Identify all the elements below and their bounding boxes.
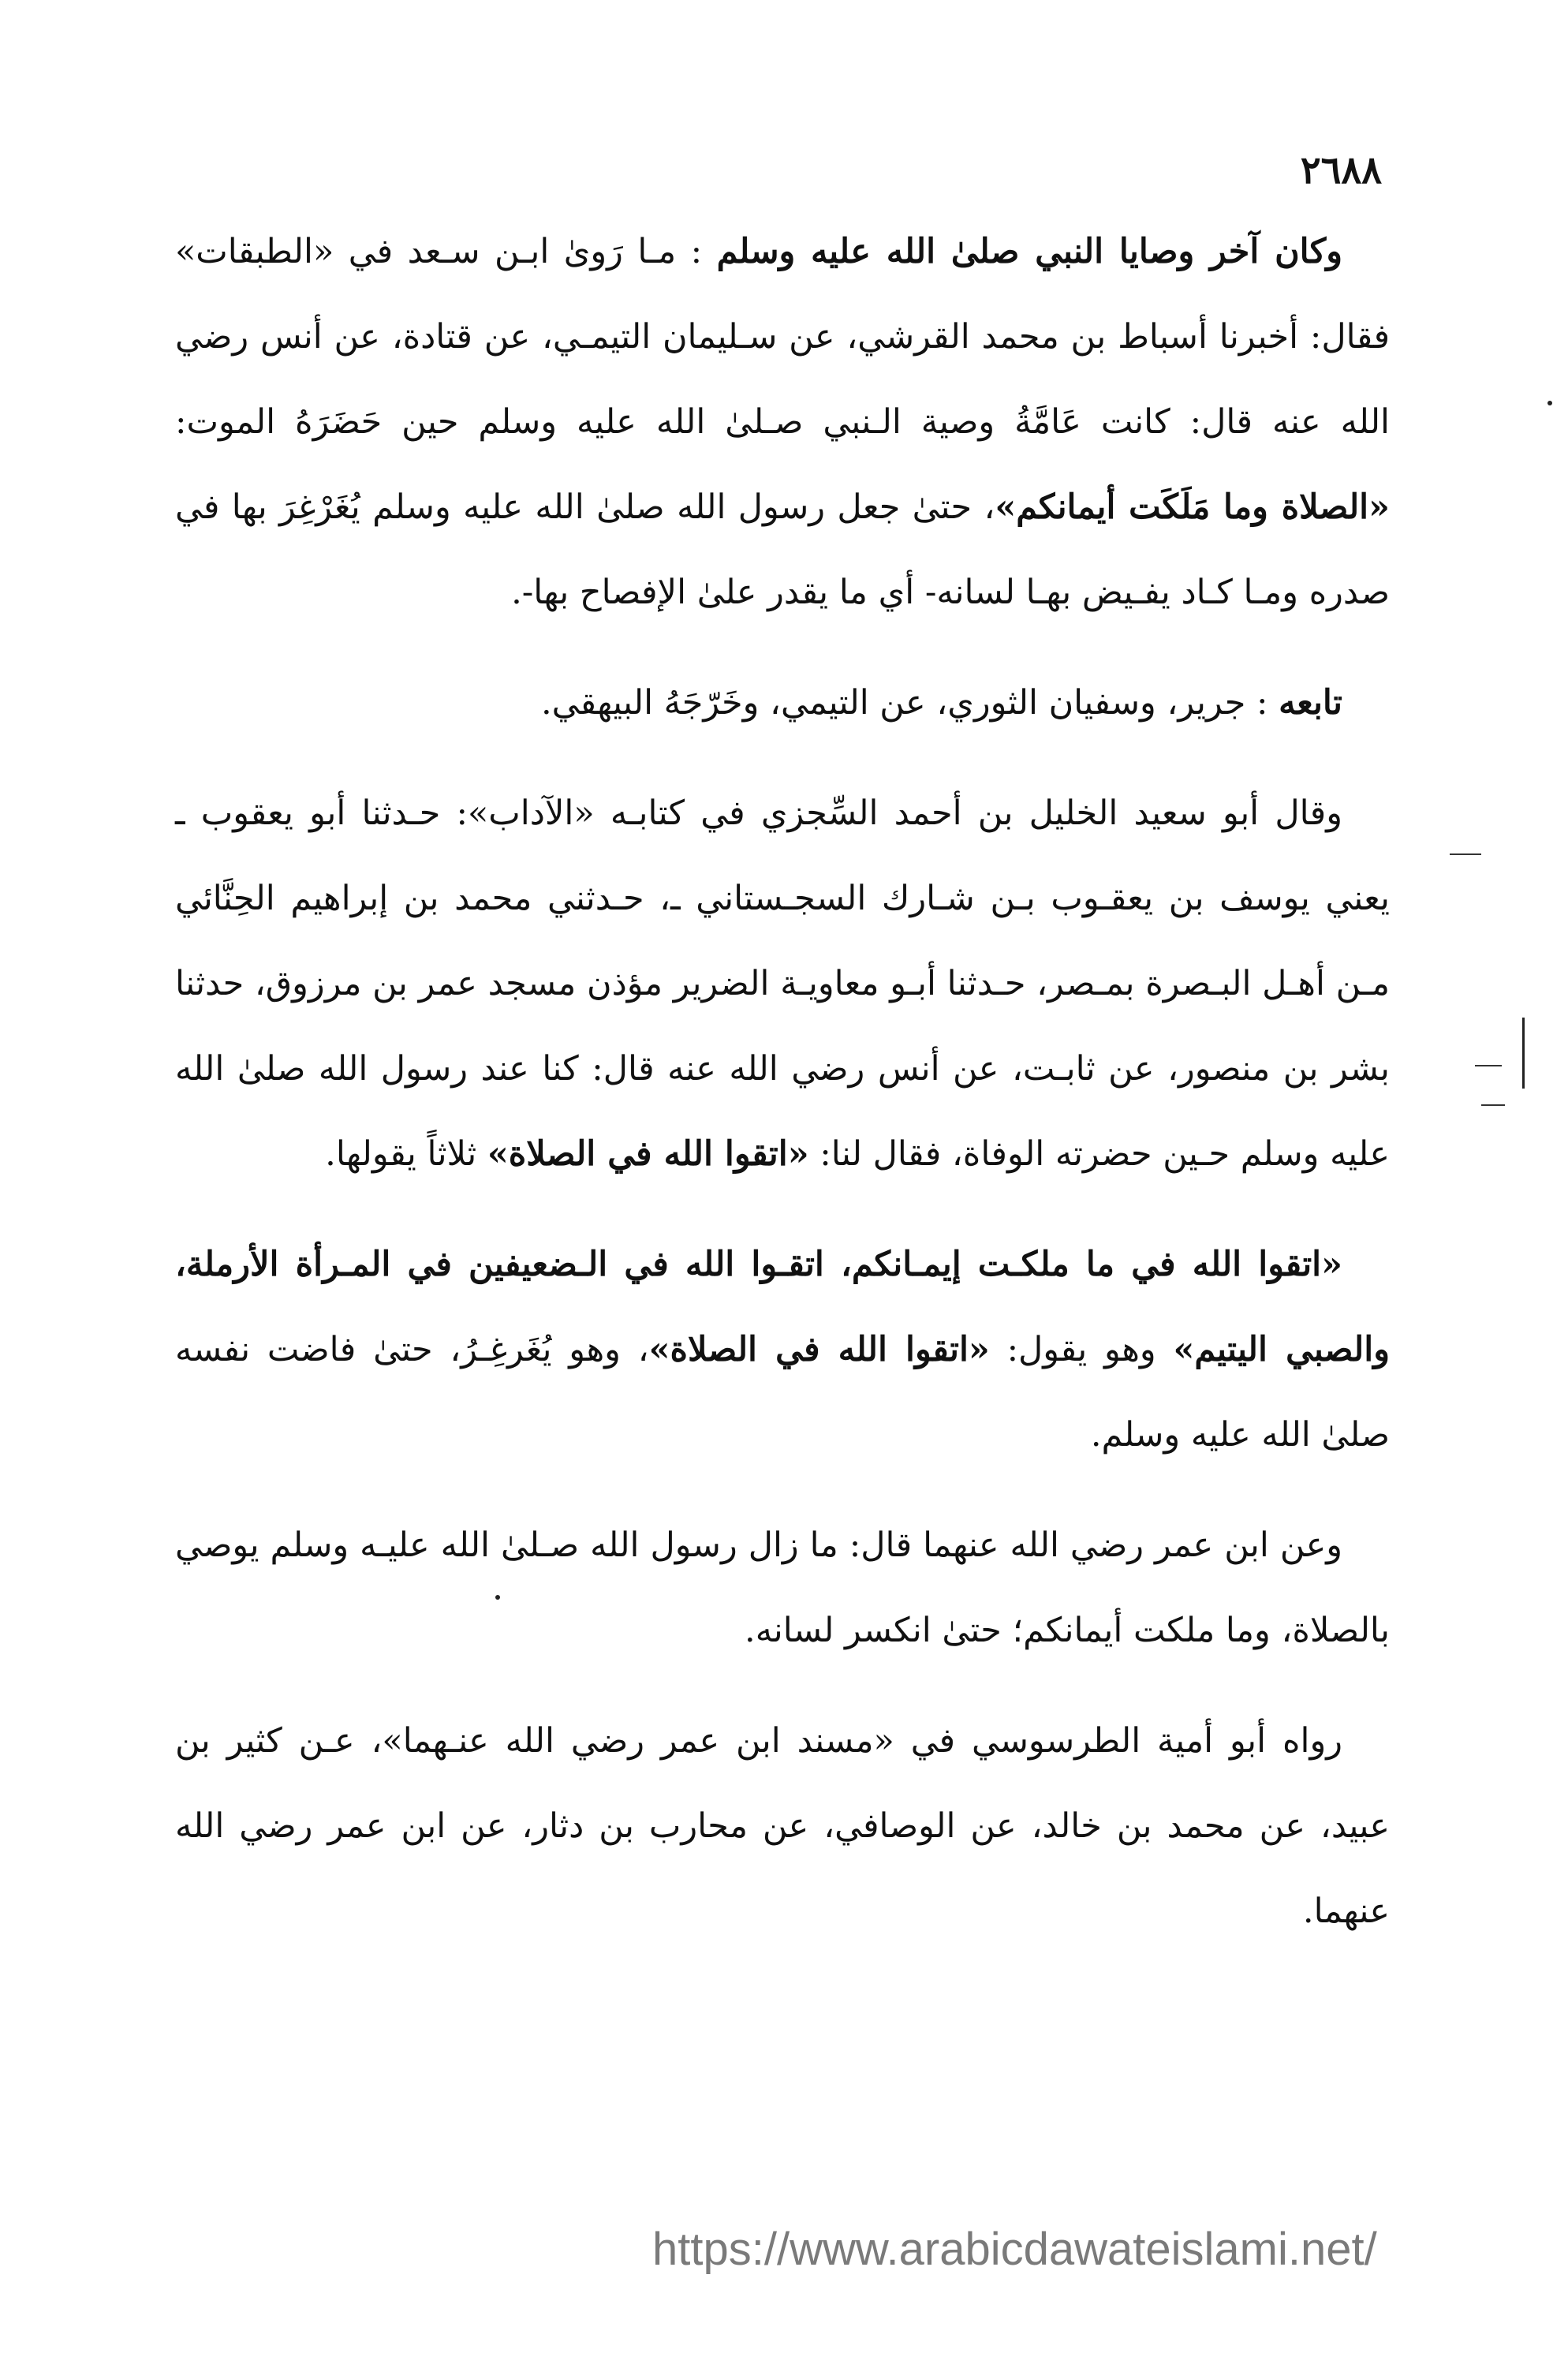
- text-run: رواه أبو أمية الطرسوسي في «مسند ابن عمر رضي الله عنـهما»، عـن كثير بن عبيد، عن محمد بن خالد، عن الوصافي، عن محارب بن دثار، عن ابن عمر رضي الله عنهما.: [175, 1721, 1390, 1931]
- text-run: «اتقوا الله في الصلاة»: [487, 1134, 809, 1174]
- text-run: «اتقوا الله في الصلاة»: [648, 1330, 990, 1369]
- scan-speck: [1547, 401, 1552, 405]
- footer-url[interactable]: https://www.arabicdawateislami.net/: [652, 2224, 1377, 2275]
- text-run: «اتقوا الله في ما ملكـت إيمـانكم، اتقـوا الله في الـضعيفين في المـرأة الأرملة، والصبي اليتيم»: [175, 1245, 1390, 1369]
- paragraph: [175, 660, 1390, 745]
- text-run: : جرير، وسفيان الثوري، عن التيمي، وخَرّجَهُ البيهقي.: [540, 683, 1279, 723]
- text-run: وهو يقول:: [989, 1330, 1174, 1369]
- paragraph: [175, 1222, 1390, 1477]
- paragraph: [175, 771, 1390, 1197]
- page-number: ٢٦٨٨: [1300, 148, 1382, 192]
- paragraph: [175, 1698, 1390, 1954]
- text-run: وكان آخر وصايا النبي صلىٰ الله عليه وسلم: [716, 232, 1343, 271]
- text-run: : مـا رَوىٰ ابـن سـعد في «الطبقات» فقال: أخبرنا أسباط بن محمد القرشي، عن سـليمان التيمـي، عن قتادة، عن أنس رضي الله عنه قال: كانت عَامَّةُ وصية الـنبي صـلىٰ الله عليه وسلم حين حَضَرَهُ الموت:: [175, 232, 1390, 442]
- text-run: وقال أبو سعيد الخليل بن أحمد السِّجزي في كتابـه «الآداب»: حـدثنا أبو يعقوب ـ يعني يوسف بن يعقـوب بـن شـارك السجـستاني ـ، حـدثني محمد بن إبراهيم الحِنَّائي مـن أهـل البـصرة بمـصر، حـدثنا أبـو معاويـة الضرير مؤذن مسجد عمر بن مرزوق، حدثنا بشر بن منصور، عن ثابـت، عن أنس رضي الله عنه قال: كنا عند رسول الله صلىٰ الله عليه وسلم حـين حضرته الوفاة، فقال لنا:: [175, 794, 1390, 1174]
- scan-speck: [495, 1595, 500, 1600]
- paragraph: [175, 209, 1390, 635]
- scan-mark: [1475, 1065, 1502, 1066]
- main-text: [175, 209, 1390, 1979]
- text-run: «الصلاة وما مَلَكَت أيمانكم»: [995, 487, 1390, 527]
- text-run: وعن ابن عمر رضي الله عنهما قال: ما زال رسول الله صـلىٰ الله عليـه وسلم يوصي بالصلاة، وما ملكت أيمانكم؛ حتىٰ انكسر لسانه.: [175, 1526, 1390, 1650]
- text-run: ، وهو يُغَرغِـرُ، حتىٰ فاضت نفسه صلىٰ الله عليه وسلم.: [175, 1330, 1390, 1455]
- text-run: ثلاثاً يقولها.: [325, 1134, 487, 1174]
- scan-mark: [1481, 1104, 1505, 1106]
- paragraph: [175, 1503, 1390, 1673]
- text-run: ، حتىٰ جعل رسول الله صلىٰ الله عليه وسلم يُغَرْغِرَ بها في صدره ومـا كـاد يفـيض بهـا لسانه- أي ما يقدر علىٰ الإفصاح بها-.: [175, 487, 1390, 612]
- scan-mark: [1450, 853, 1481, 855]
- text-run: تابعه: [1279, 683, 1342, 723]
- scan-mark: [1522, 1018, 1525, 1089]
